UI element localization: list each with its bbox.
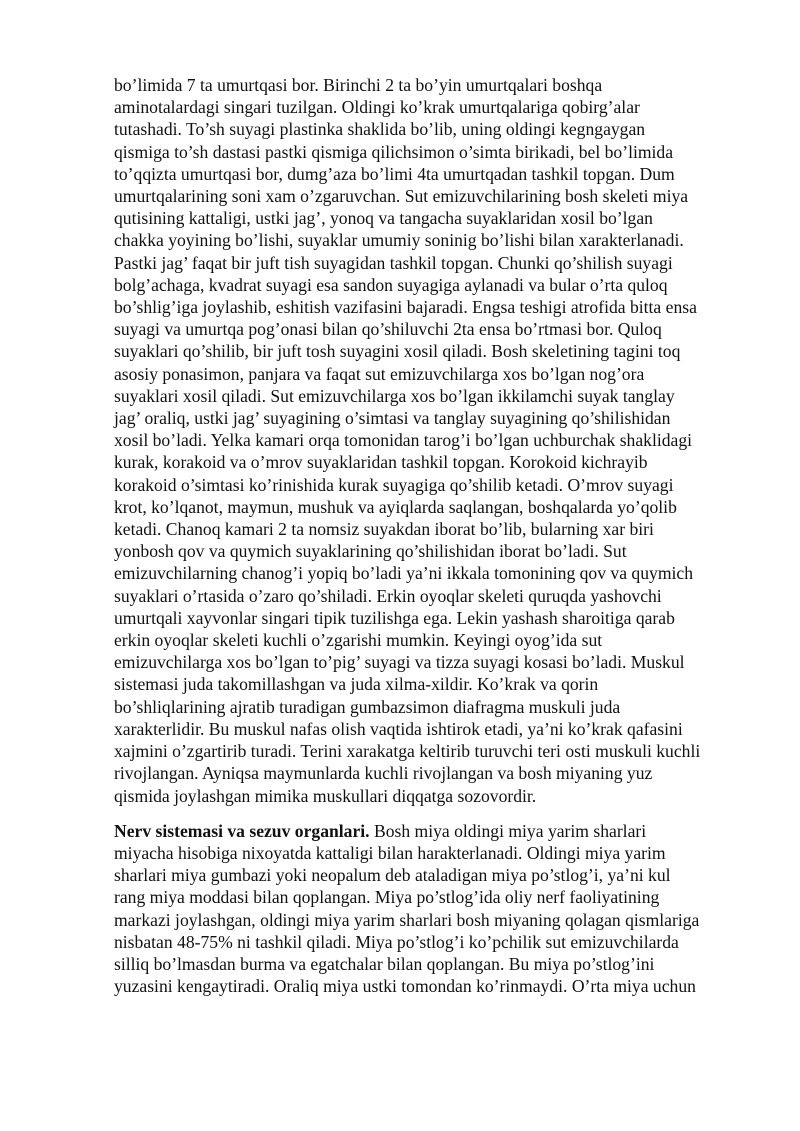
paragraph-nervous-system: [114, 820, 740, 998]
paragraph-skeleton: bo’limida 7 ta umurtqasi bor. Birinchi 2 ta bo’yin umurtqalari boshqa aminotalardagi singari tuzilgan. Oldingi ko’krak umurtqalariga qobirg’alar tutashadi. To’sh suyagi plastinka shaklida bo’lib, uning oldingi kegngaygan qismiga to’sh dastasi pastki qismiga qilichsimon o’simta birikadi, bel bo’limida to’qqizta umurtqasi bor, dumg’aza bo’limi 4ta umurtqadan tashkil topgan. Dum umurtqalarining soni xam o’zgaruvchan. Sut emizuvchilarining bosh skeleti miya qutisining kattaligi, ustki jag’, yonoq va tangacha suyaklaridan xosil bo’lgan chakka yoyining bo’lishi, suyaklar umumiy soninig bo’lishi bilan xarakterlanadi. Pastki jag’ faqat bir juft tish suyagidan tashkil topgan. Chunki qo’shilish suyagi bolg’achaga, kvadrat suyagi esa sandon suyagiga aylanadi va bular o’rta quloq bo’shlig’iga joylashib, eshitish vazifasini bajaradi. Engsa teshigi atrofida bitta ensa suyagi va umurtqa pog’onasi bilan qo’shiluvchi 2ta ensa bo’rtmasi bor. Quloq suyaklari qo’shilib, bir juft tosh suyagini xosil qiladi. Bosh skeletining tagini toq asosiy ponasimon, panjara va faqat sut emizuvchilarga xos bo’lgan nog’ora suyaklari xosil qiladi. Sut emizuvchilarga xos bo’lgan ikkilamchi suyak tanglay jag’ oraliq, ustki jag’ suyagining o’simtasi va tanglay suyagining qo’shilishidan xosil bo’ladi. Yelka kamari orqa tomonidan tarog’i bo’lgan uchburchak shaklidagi kurak, korakoid va o’mrov suyaklaridan tashkil topgan. Korokoid kichrayib korakoid o’simtasi ko’rinishida kurak suyagiga qo’shilib ketadi. O’mrov suyagi krot, ko’lqanot, maymun, mushuk va ayiqlarda saqlangan, boshqalarda yo’qolib ketadi. Chanoq kamari 2 ta nomsiz suyakdan iborat bo’lib, bularning xar biri yonbosh qov va quymich suyaklarining qo’shilishidan iborat bo’ladi. Sut emizuvchilarning chanog’i yopiq bo’ladi ya’ni ikkala tomonining qov va quymich suyaklari o’rtasida o’zaro qo’shiladi. Erkin oyoqlar skeleti quruqda yashovchi umurtqali xayvonlar singari tipik tuzilishga ega. Lekin yashash sharoitiga qarab erkin oyoqlar skeleti kuchli o’zgarishi mumkin. Keyingi oyog’ida sut emizuvchilarga xos bo’lgan to’pig’ suyagi va tizza suyagi kosasi bo’ladi. Muskul sistemasi juda takomillashgan va juda xilma-xildir. Ko’krak va qorin bo’shliqlarining ajratib turadigan gumbazsimon diafragma muskuli juda xarakterlidir. Bu muskul nafas olish vaqtida ishtirok etadi, ya’ni ko’krak qafasini xajmini o’zgartirib turadi. Terini xarakatga keltirib turuvchi teri osti muskuli kuchli rivojlangan. Ayniqsa maymunlarda kuchli rivojlangan va bosh miyaning yuz qismida joylashgan mimika muskullari diqqatga sozovordir.: [114, 75, 701, 806]
paragraph-body: Bosh miya oldingi miya yarim sharlari miyacha hisobiga nixoyatda kattaligi bilan harakterlanadi. Oldingi miya yarim sharlari miya gumbazi yoki neopalum deb ataladigan miya po’stlog’i, ya’ni kul rang miya moddasi bilan qoplangan. Miya po’stlog’ida oliy nerf faoliyatining markazi joylashgan, oldingi miya yarim sharlari bosh miyaning qolagan qismlariga nisbatan 48-75% ni tashkil qiladi. Miya po’stlog’i ko’pchilik sut emizuvchilarda silliq bo’lmasdan burma va egatchalar bilan qoplangan. Bu miya po’stlog’ini yuzasini kengaytiradi. Oraliq miya ustki tomondan ko’rinmaydi. O’rta miya uchun: [114, 820, 700, 997]
paragraph-heading: Nerv sistemasi va sezuv organlari.: [114, 820, 370, 841]
document-page: [114, 74, 740, 997]
